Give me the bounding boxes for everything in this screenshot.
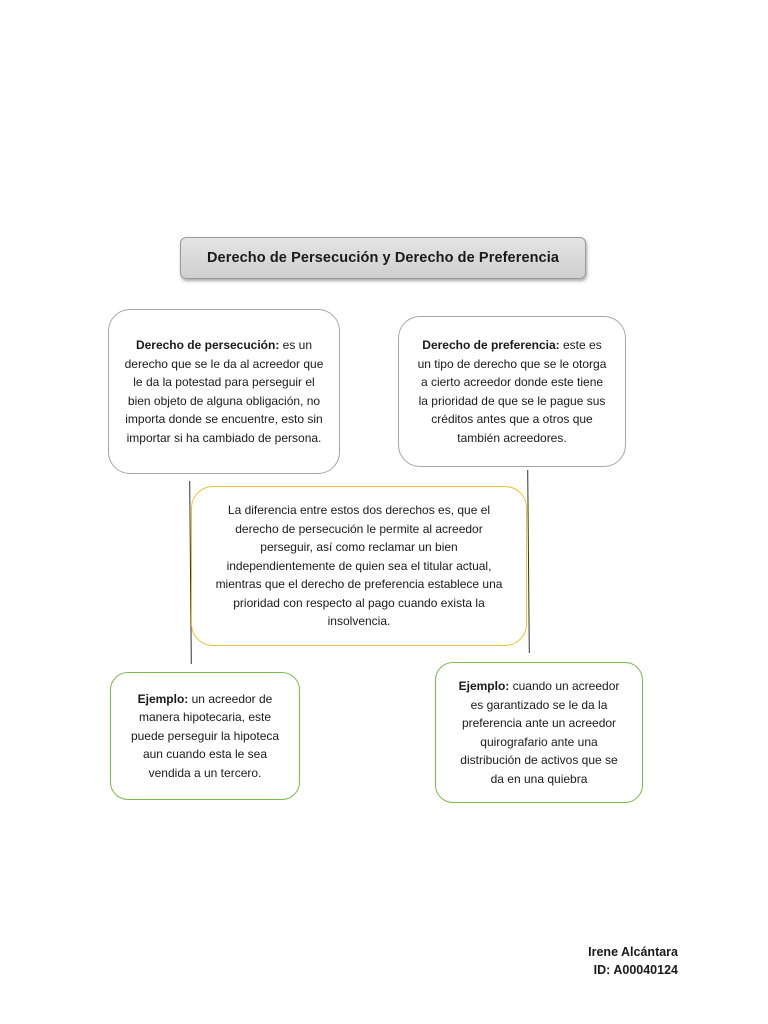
preferencia-text: este es un tipo de derecho que se le otorga a cierto acreedor donde este tiene la prioridad de que se le pague sus créditos antes que a otros que también acreedores. [417,338,607,445]
preferencia-definition-box [398,316,626,467]
connector-line-right [527,470,530,653]
persecucion-text: es un derecho que se le da al acreedor que le da la potestad para perseguir el bien objeto de alguna obligación, no importa donde se encuentre, esto sin importar si ha cambiado de persona. [124,338,324,445]
example2-label: Ejemplo: [458,679,510,693]
preferencia-example-box [435,662,643,803]
diagram-title-text: Derecho de Persecución y Derecho de Preferencia [206,250,560,266]
author-name: Irene Alcántara [588,945,678,959]
example2-text: cuando un acreedor es garantizado se le da la preferencia ante un acreedor quirografario ante una distribución de activos que se da en una quiebra [460,679,620,786]
preferencia-label: Derecho de preferencia: [422,338,560,352]
persecucion-definition-box [108,309,340,474]
persecucion-label: Derecho de persecución: [135,338,280,352]
diagram-title [180,237,586,279]
preferencia-definition [415,336,609,447]
example1-label: Ejemplo: [137,691,189,706]
persecucion-example-box [110,672,300,800]
difference-text: La diferencia entre estos dos derechos es, que el derecho de persecución le permite al acreedor perseguir, así como reclamar un bien independientemente de quien sea el titular actual, mientras que el derecho de preferencia establece una prioridad con respecto al pago cuando exista la insolvencia. [215,503,503,629]
persecucion-definition [121,336,327,447]
example1-text: un acreedor de manera hipotecaria, este puede perseguir la hipoteca aun cuando esta le sea vendida a un tercero. [130,691,280,780]
author-block [588,943,678,979]
author-id: ID: A00040124 [593,963,678,977]
persecucion-example [125,690,285,783]
difference-box [191,486,527,646]
preferencia-example [452,677,626,788]
